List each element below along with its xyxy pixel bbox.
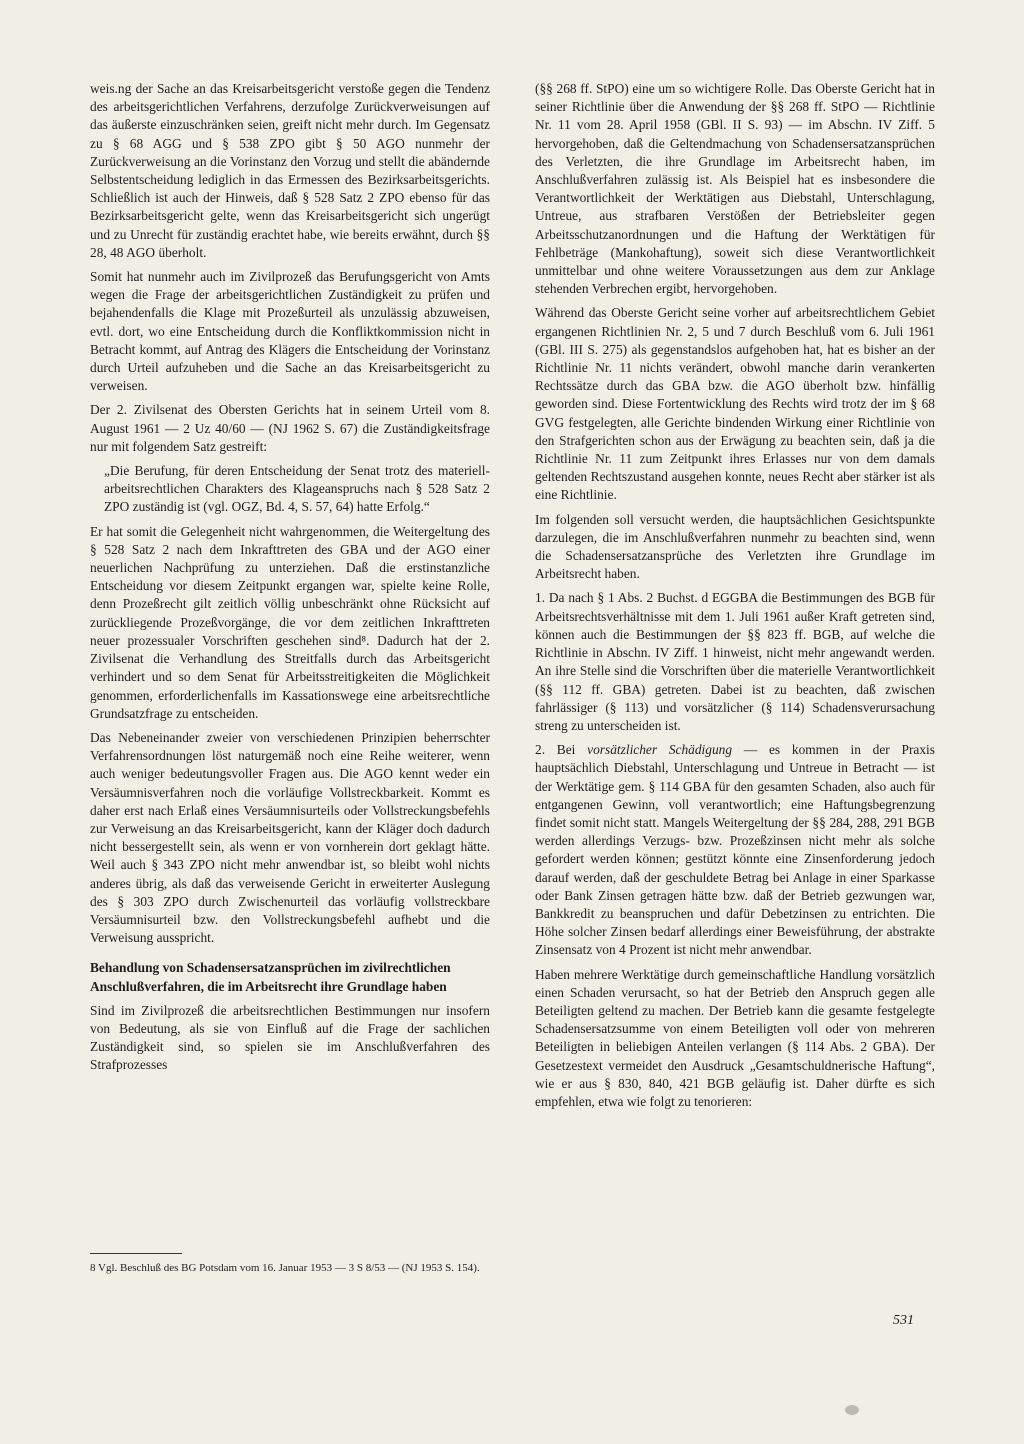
page-number: 531 [893, 1313, 914, 1328]
right-paragraph-2: Während das Oberste Gericht seine vorher auf arbeitsrechtlichem Gebiet ergangenen Richtlinien Nr. 2, 5 und 7 durch Beschluß vom 6. Juli 1961 (GBl. III S. 275) als gegenstandslos aufgehoben hat, hat es bisher an der Richtlinie Nr. 11 nichts verändert, obwohl manche darin verankerten Rechtssätze durch das GBA bzw. die AGO überholt bzw. hinfällig geworden sind. Diese Fortentwicklung des Rechts wird trotz der im § 68 GVG festgelegten, alle Gerichte bindenden Wirkung einer Richtlinie von den Strafgerichten schon aus der Erwägung zu beachten sein, daß ja die Richtlinie Nr. 11 zum Zeitpunkt ihres Erlasses nur von dem damals geltenden Rechtszustand ausgehen konnte, neues Recht aber stärker ist als eine Richtlinie. [535, 305, 935, 503]
right-paragraph-3: Im folgenden soll versucht werden, die hauptsächlichen Gesichtspunkte darzulegen, die im Anschlußverfahren nunmehr zu beachten sind, wenn die Schadensersatzansprüche des Verletzten ihre Grundlage im Arbeitsrecht haben. [535, 511, 935, 582]
footnote-divider [90, 1253, 182, 1254]
scan-speck [845, 1405, 859, 1415]
right-paragraph-5-rest: — es kommen in der Praxis hauptsächlich Diebstahl, Unterschlagung und Untreue in Betracht — ist der Werktätige gem. § 114 GBA für den gesamten Schaden, also auch für entgangenen Gewinn, voll verantwortlich; eine Haftungsbegrenzung findet somit nicht statt. Mangels Weitergeltung der §§ 284, 288, 291 BGB werden allerdings Verzugs- bzw. Prozeßzinsen nicht mehr als solche gefordert werden können; gestützt könnte eine Zinsenforderung jedoch darauf werden, daß der geschuldete Betrag bei Anlage in einer Sparkasse oder Bank Zinsen getragen hätte bzw. daß der Betrieb gezwungen war, Bankkredit zu beanspruchen und dafür Debetzinsen zu entrichten. Die Höhe solcher Zinsen bedarf allerdings einer Beweisführung, der abstrakte Zinsensatz von 4 Prozent ist nicht mehr anwendbar. [535, 742, 935, 958]
emphasis-intentional-damage: vorsätzlicher Schädigung [587, 742, 733, 758]
left-paragraph-5: Das Nebeneinander zweier von verschiedenen Prinzipien beherrschter Verfahrensordnungen löst naturgemäß noch eine Reihe weiterer, wenn auch weniger bedeutungsvoller Fragen aus. Die AGO kennt weder ein Versäumnisverfahren noch die vorläufige Vollstreckbarkeit. Kommt es daher erst nach Erlaß eines Versäumnisurteils oder Vollstreckungsbefehls zur Verweisung an das Kreisarbeitsgericht, kann der Kläger doch dadurch nicht bessergestellt sein, als wenn er von vornherein dort geklagt hätte. Weil auch § 343 ZPO nicht mehr anwendbar ist, so bleibt wohl nichts anderes übrig, als daß das verweisende Gericht in erweiterter Auslegung des § 303 ZPO durch Zwischenurteil das vorläufig vollstreckbare Versäumnisurteil bzw. den Vollstreckungsbefehl aufhebt und die Verweisung ausspricht. [90, 729, 490, 946]
right-paragraph-6: Haben mehrere Werktätige durch gemeinschaftliche Handlung vorsätzlich einen Schaden verursacht, so hat der Betrieb den Anspruch gegen alle Beteiligten geltend zu machen. Der Betrieb kann die gesamte festgelegte Schadensersatzsumme von einem Beteiligten voll oder von mehreren Beteiligten in beliebigen Anteilen verlangen (§ 114 Abs. 2 GBA). Der Gesetzestext vermeidet den Ausdruck „Gesamtschuldnerische Haftung“, wie er aus § 830, 840, 421 BGB geläufig ist. Daher dürfte es sich empfehlen, etwa wie folgt zu tenorieren: [535, 966, 935, 1109]
footnote: 8 Vgl. Beschluß des BG Potsdam vom 16. Januar 1953 — 3 S 8/53 — (NJ 1953 S. 154). [90, 1262, 480, 1274]
right-paragraph-5-lead: 2. Bei [535, 742, 588, 758]
court-quote: „Die Berufung, für deren Entscheidung der Senat trotz des materiell-arbeitsrechtlichen Charakters des Klageanspruchs nach § 528 Satz 2 ZPO zuständig ist (vgl. OGZ, Bd. 4, S. 57, 64) hatte Erfolg.“ [104, 463, 490, 515]
right-paragraph-1: (§§ 268 ff. StPO) eine um so wichtigere Rolle. Das Oberste Gericht hat in seiner Richtlinie über die Anwendung der §§ 268 ff. StPO — Richtlinie Nr. 11 vom 28. April 1958 (GBl. II S. 93) — im Abschn. IV Ziff. 5 hervorgehoben, daß die Geltendmachung von Schadensersatzansprüchen des Verletzten, die ihre Grundlage im Arbeitsrecht haben, im Anschlußverfahren zulässig ist. Als Beispiel hat es insbesondere die Verantwortlichkeit der Werktätigen aus Diebstahl, Unterschlagung, Untreue, aus strafbaren Verstößen der Betriebsleiter gegen Arbeitsschutzanordnungen und die Haftung der Werktätigen für Fehlbeträge (Mankohaftung), soweit sich diese Verantwortlichkeit unmittelbar und ohne weitere Voraussetzungen aus dem zur Anklage stehenden Verbrechen ergibt, hervorgehoben. [535, 81, 935, 297]
left-paragraph-6: Sind im Zivilprozeß die arbeitsrechtlichen Bestimmungen nur insofern von Bedeutung, als sie von Einfluß auf die Frage der sachlichen Zuständigkeit sind, so spielen sie im Anschlußverfahren des Strafprozesses [90, 1002, 490, 1073]
right-column [535, 80, 935, 1117]
left-paragraph-3: Der 2. Zivilsenat des Obersten Gerichts hat in seinem Urteil vom 8. August 1961 — 2 Uz 40/60 — (NJ 1962 S. 67) die Zuständigkeitsfrage nur mit folgendem Satz gestreift: [90, 402, 490, 454]
right-paragraph-4: 1. Da nach § 1 Abs. 2 Buchst. d EGGBA die Bestimmungen des BGB für Arbeitsrechtsverhältnisse mit dem 1. Juli 1961 außer Kraft getreten sind, können auch die Bestimmungen der §§ 823 ff. BGB, auf welche die Richtlinie in Abschn. IV Ziff. 1 hinweist, nicht mehr angewandt werden. An ihre Stelle sind die Vorschriften über die materielle Verantwortlichkeit (§§ 112 ff. GBA) getreten. Dabei ist zu beachten, daß zwischen fahrlässiger (§ 113) und vorsätzlicher (§ 114) Schadensverursachung streng zu unterscheiden ist. [535, 590, 935, 733]
left-column [90, 80, 490, 1081]
right-paragraph-5 [535, 741, 935, 959]
left-paragraph-2: Somit hat nunmehr auch im Zivilprozeß das Berufungsgericht von Amts wegen die Frage der arbeitsgerichtlichen Zuständigkeit zu prüfen und bejahendenfalls die Klage mit Prozeßurteil als unzulässig abzuweisen, evtl. dort, wo eine Entscheidung durch die Konfliktkommission nicht in Betracht kommt, auf Antrag des Klägers die Entscheidung der Vorinstanz durch Urteil aufzuheben und die Sache an das Kreisarbeitsgericht zu verweisen. [90, 269, 490, 394]
left-paragraph-4: Er hat somit die Gelegenheit nicht wahrgenommen, die Weitergeltung des § 528 Satz 2 nach dem Inkrafttreten des GBA und der AGO einer neuerlichen Nachprüfung zu unterziehen. Daß die erstinstanzliche Entscheidung vor diesem Zeitpunkt ergangen war, spielte keine Rolle, denn Prozeßrecht gilt zeitlich völlig unbeschränkt ohne Rücksicht auf zurückliegende Prozeßvorgänge, die vor dem zeitlichen Inkrafttreten neuer prozessualer Vorschriften geschehen sind⁸. Dadurch hat der 2. Zivilsenat die Verhandlung des Streitfalls durch das Arbeitsgericht verhindert und so dem Senat für Arbeitsstreitigkeiten die Möglichkeit genommen, erforderlichenfalls im Kassationswege eine arbeitsrechtliche Grundsatzfrage zu entscheiden. [90, 523, 490, 721]
section-heading: Behandlung von Schadensersatzansprüchen im zivilrechtlichen Anschlußverfahren, die im Arbeitsrecht ihre Grundlage haben [90, 960, 451, 994]
left-paragraph-1: weis.ng der Sache an das Kreisarbeitsgericht verstoße gegen die Tendenz des arbeitsgerichtlichen Verfahrens, derzufolge Zurückverweisungen auf das äußerste einzuschränken seien, greift nicht mehr durch. Im Gegensatz zu § 68 AGG und § 538 ZPO gibt § 50 AGO nunmehr der Zurückverweisung an die Vorinstanz den Vorzug und stellt die abändernde Selbstentscheidung lediglich in das Ermessen des Bezirksarbeitsgerichts. Schließlich ist auch der Hinweis, daß § 528 Satz 2 ZPO ebenso für das Bezirksarbeitsgericht gelte, wenn das Kreisarbeitsgericht sich ungerügt und zu Unrecht für zuständig erachtet habe, wie bereits erwähnt, durch §§ 28, 48 AGO überholt. [90, 81, 490, 260]
